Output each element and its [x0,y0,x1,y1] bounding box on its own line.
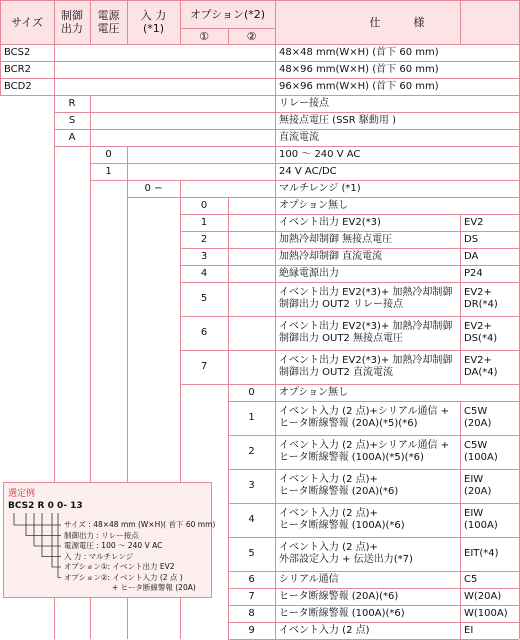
row-option-code: EIW (100A) [464,508,498,531]
grid-hline [228,622,519,623]
grid-vline [127,0,128,44]
grid-vline [460,588,461,605]
row-spec: マルチレンジ (*1) [279,182,361,194]
example-desc-line: 入 力 : マルチレンジ [64,551,134,561]
grid-hline [0,95,519,96]
grid-hline [228,503,519,504]
row-code-c2: 1 [105,165,112,177]
row-code-c4: 5 [200,293,208,304]
row-code-c1: R [68,97,76,109]
grid-vline [90,0,91,44]
header-option: オプション(*2) [189,7,266,21]
row-option-code: EV2 [464,216,484,228]
grid-hline [228,571,519,572]
header-spec: 仕 様 [369,15,425,29]
grid-hline [0,0,519,1]
grid-vline [275,44,276,639]
grid-hline [180,265,519,266]
row-code-c5: 5 [248,548,255,559]
row-option-code: P24 [464,267,483,279]
row-option-code: EV2+ DS(*4) [464,321,498,344]
row-option-code: C5W (20A) [464,406,492,429]
example-desc-line: 電源電圧 : 100 〜 240 V AC [64,541,163,550]
header-control-output: 制御 出力 [61,9,83,35]
grid-vline [228,28,229,44]
row-option-code: EV2+ DA(*4) [464,355,498,378]
grid-vline [180,197,181,384]
row-option-code: W(100A) [464,607,508,619]
grid-vline [0,0,1,44]
grid-vline [127,180,128,197]
row-spec: 無接点電圧 (SSR 駆動用 ) [279,114,396,126]
grid-vline [460,350,461,384]
grid-hline [180,316,519,317]
row-code-c2: 0 [105,148,112,160]
example-leader [34,513,61,546]
grid-hline [228,605,519,606]
grid-vline [460,231,461,248]
row-spec: 48×48 mm(W×H) (首下 60 mm) [279,46,439,58]
grid-vline [460,503,461,537]
grid-hline [90,180,519,181]
example-leader [14,513,61,525]
grid-hline [54,129,519,130]
row-code-c1: A [68,131,76,143]
row-code-c5: 8 [248,607,255,619]
row-spec: 加熱冷却制御 直流電流 [279,250,383,262]
row-spec: イベント出力 EV2(*3)+ 加熱冷却制御 制御出力 OUT2 無接点電圧 [279,321,453,344]
grid-hline [54,112,519,113]
row-code-c5: 1 [248,412,255,423]
row-code-c4: 1 [200,216,208,228]
row-code-c4: 3 [200,250,208,262]
grid-vline [460,537,461,571]
grid-vline [460,622,461,639]
grid-hline [90,163,519,164]
row-code-c1: S [68,114,76,126]
grid-hline [228,401,519,402]
grid-vline [460,265,461,282]
row-spec: 48×96 mm(W×H) (首下 60 mm) [279,63,439,75]
header-size: サイズ [10,15,44,29]
row-option-code: C5 [464,573,478,585]
row-spec: シリアル通信 [279,573,339,585]
selection-example [3,482,216,598]
grid-vline [460,282,461,316]
grid-vline [460,571,461,588]
example-desc-line: 制御出力 : リレー接点 [64,530,139,540]
grid-hline [54,146,519,147]
row-spec: イベント入力 (2 点)+ ヒータ断線警報 (100A)(*6) [279,508,405,531]
row-spec: イベント入力 (2 点)+シリアル通信 + ヒータ断線警報 (20A)(*5)(*6) [279,406,450,429]
grid-hline [0,61,519,62]
row-code-c0: BCR2 [4,63,31,75]
row-spec: イベント出力 EV2(*3) [279,216,381,228]
row-option-code: EV2+ DR(*4) [464,287,498,310]
example-desc-line: オプション①: イベント出力 EV2 [64,562,175,571]
header-power-voltage: 電源 電圧 [97,9,120,35]
example-desc-line: オプション②: イベント入力 (2 点 ) [64,572,183,582]
row-option-code: DA [464,250,479,262]
grid-vline [228,384,229,639]
grid-vline [180,0,181,44]
row-code-c4: 2 [200,233,208,245]
row-option-code: EIW (20A) [464,474,492,497]
row-code-c3: 0 − [144,182,163,194]
example-title: 選定例 [8,489,36,499]
row-code-c5: 0 [248,386,255,398]
grid-vline [0,44,1,95]
grid-hline [228,435,519,436]
example-desc-line: + ヒータ断線警報 (20A) [112,583,196,592]
row-spec: 24 V AC/DC [279,165,337,177]
row-spec: ヒータ断線警報 (20A)(*6) [279,590,399,602]
header-option-1: ① [199,29,209,43]
grid-vline [90,146,91,180]
row-code-c4: 0 [200,199,208,211]
row-spec: イベント入力 (2 点) [279,624,370,636]
row-spec: 100 〜 240 V AC [279,148,361,160]
grid-vline [460,0,461,44]
grid-hline [180,231,519,232]
row-code-c0: BCS2 [4,46,31,58]
row-spec: オプション無し [279,386,349,398]
row-spec: イベント出力 EV2(*3)+ 加熱冷却制御 制御出力 OUT2 直流電流 [279,355,453,378]
row-option-code: EI [464,624,474,636]
grid-vline [460,435,461,469]
grid-hline [127,197,519,198]
row-code-c5: 2 [248,446,255,457]
grid-hline [180,282,519,283]
grid-hline [228,469,519,470]
row-option-code: DS [464,233,479,245]
row-option-code: W(20A) [464,590,502,602]
grid-hline [0,78,519,79]
row-spec: イベント入力 (2 点)+シリアル通信 + ヒータ断線警報 (100A)(*5)(*6) [279,440,450,463]
row-spec: イベント入力 (2 点)+ ヒータ断線警報 (20A)(*6) [279,474,399,497]
example-code: BCS2 R 0 0- 13 [8,501,83,511]
row-code-c5: 7 [248,590,255,602]
grid-hline [180,248,519,249]
example-leader [26,513,61,536]
example-desc-line: サイズ : 48×48 mm (W×H)( 首下 60 mm) [64,520,216,529]
grid-vline [54,95,55,146]
row-code-c4: 7 [200,361,208,372]
grid-vline [54,0,55,44]
row-spec: イベント入力 (2 点)+ 外部設定入力 + 伝送出力(*7) [279,542,413,565]
grid-hline [180,384,519,385]
header-input: 入 力 (*1) [140,9,167,35]
row-code-c5: 9 [248,624,255,636]
grid-vline [460,605,461,622]
row-spec: イベント出力 EV2(*3)+ 加熱冷却制御 制御出力 OUT2 リレー接点 [279,287,453,310]
grid-hline [228,537,519,538]
row-code-c5: 4 [248,514,255,525]
row-spec: ヒータ断線警報 (100A)(*6) [279,607,405,619]
grid-vline [275,0,276,44]
row-spec: リレー接点 [279,97,329,109]
row-code-c4: 6 [200,327,208,338]
row-code-c5: 6 [248,573,255,585]
row-spec: オプション無し [279,199,349,211]
row-code-c5: 3 [248,480,255,491]
row-code-c0: BCD2 [4,80,32,92]
row-code-c4: 4 [200,267,208,279]
grid-vline [460,248,461,265]
example-leader [58,513,61,578]
row-spec: 96×96 mm(W×H) (首下 60 mm) [279,80,439,92]
grid-vline [460,401,461,435]
grid-hline [180,214,519,215]
grid-vline [460,214,461,231]
grid-hline [0,44,519,45]
header-option-2: ② [246,29,257,43]
grid-hline [180,350,519,351]
row-spec: 絶縁電源出力 [279,267,339,279]
grid-hline [228,588,519,589]
grid-vline [460,469,461,503]
row-option-code: C5W (100A) [464,440,498,463]
row-spec: 直流電流 [279,131,319,143]
row-spec: 加熱冷却制御 無接点電圧 [279,233,393,245]
row-option-code: EIT(*4) [464,548,499,559]
example-leader [52,513,61,567]
grid-vline [460,316,461,350]
